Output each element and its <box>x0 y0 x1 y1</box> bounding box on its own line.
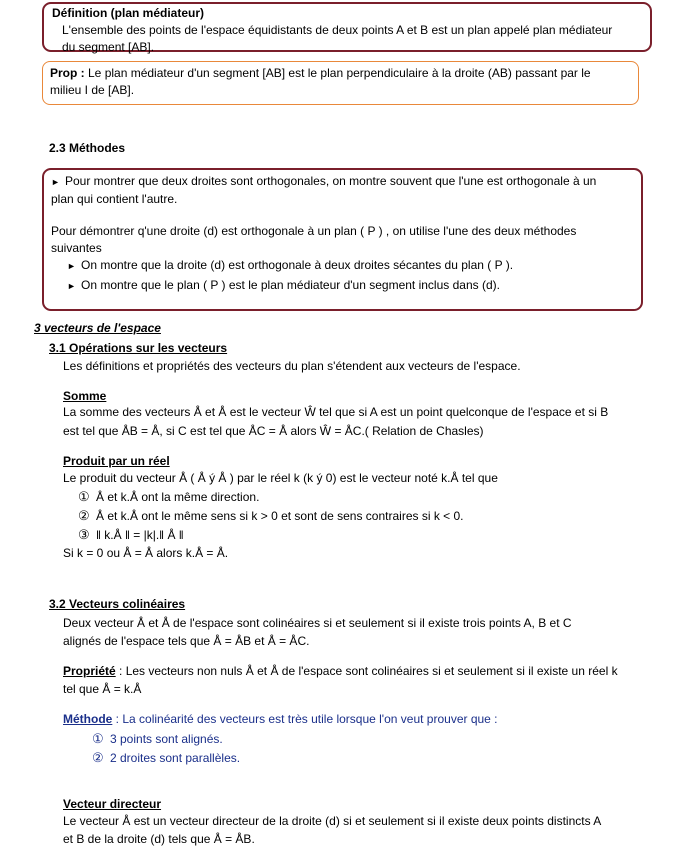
propriete-label: Propriété <box>63 664 116 678</box>
methods-line-2: plan qui contient l'autre. <box>51 192 178 206</box>
section-3-2-line-2: alignés de l'espace tels que Å = ÅB et Å = ÅC. <box>63 634 310 648</box>
methode-item-1: 3 points sont alignés. <box>110 732 223 746</box>
definition-text-1: L'ensemble des points de l'espace équidistants de deux points A et B est un plan appelé plan médiateur <box>62 23 613 37</box>
prop-label: Prop : <box>50 66 85 80</box>
vecteur-directeur-title: Vecteur directeur <box>63 797 162 811</box>
produit-item-1: Å et k.Å ont la même direction. <box>96 490 260 504</box>
section-3-heading: 3 vecteurs de l'espace <box>34 321 161 335</box>
methode-text: : La colinéarité des vecteurs est très utile lorsque l'on veut prouver que : <box>112 712 498 726</box>
propriete-text-1: : Les vecteurs non nuls Å et Å de l'espace sont colinéaires si et seulement si il existe un réel k <box>115 664 618 678</box>
methods-box <box>42 168 643 311</box>
definition-text-2: du segment [AB]. <box>62 40 155 54</box>
section-3-2-line-1: Deux vecteur Å et Å de l'espace sont colinéaires si et seulement si il existe trois points A, B et C <box>63 616 572 630</box>
somme-title: Somme <box>63 389 107 403</box>
somme-line-1: La somme des vecteurs Å et Å est le vecteur Ŵ tel que si A est un point quelconque de l'espace et si B <box>63 405 609 419</box>
circled-three-icon: ③ <box>78 527 90 542</box>
circled-two-icon: ② <box>78 508 90 523</box>
circled-two-icon: ② <box>92 750 104 765</box>
prop-box <box>42 61 639 105</box>
methods-item-2: On montre que le plan ( P ) est le plan médiateur d'un segment inclus dans (d). <box>81 278 500 292</box>
produit-item-2: Å et k.Å ont le même sens si k > 0 et sont de sens contraires si k < 0. <box>96 509 464 523</box>
section-3-1-intro: Les définitions et propriétés des vecteurs du plan s'étendent aux vecteurs de l'espace. <box>63 359 521 373</box>
prop-text-2: milieu I de [AB]. <box>50 83 135 97</box>
section-2-3-heading: 2.3 Méthodes <box>49 141 126 155</box>
produit-line-last: Si k = 0 ou Å = Å alors k.Å = Å. <box>63 546 229 560</box>
bullet-triangle-icon: ► <box>67 281 76 291</box>
produit-title: Produit par un réel <box>63 454 170 468</box>
methode-item-2: 2 droites sont parallèles. <box>110 751 241 765</box>
definition-box <box>42 2 652 52</box>
methods-line-4: suivantes <box>51 241 102 255</box>
section-3-2-heading: 3.2 Vecteurs colinéaires <box>49 597 186 611</box>
propriete-text-2: tel que Å = k.Å <box>63 682 142 696</box>
section-3-1-heading: 3.1 Opérations sur les vecteurs <box>49 341 228 355</box>
somme-line-2: est tel que ÅB = Å, si C est tel que ÅC = Å alors Ŵ = ÅC.( Relation de Chasles) <box>63 424 484 438</box>
methods-line-3: Pour démontrer q'une droite (d) est orthogonale à un plan ( P ) , on utilise l'une des deux méthodes <box>51 224 577 238</box>
circled-one-icon: ① <box>92 731 104 746</box>
methods-item-1: On montre que la droite (d) est orthogonale à deux droites sécantes du plan ( P ). <box>81 258 514 272</box>
methods-line-1: Pour montrer que deux droites sont orthogonales, on montre souvent que l'une est orthogonale à un <box>65 174 597 188</box>
definition-title: Définition (plan médiateur) <box>52 6 205 20</box>
methode-label: Méthode <box>63 712 113 726</box>
vecteur-directeur-line-2: et B de la droite (d) tels que Å = ÅB. <box>63 832 255 846</box>
bullet-triangle-icon: ► <box>67 261 76 271</box>
circled-one-icon: ① <box>78 489 90 504</box>
vecteur-directeur-line-1: Le vecteur Å est un vecteur directeur de la droite (d) si et seulement si il existe deux points distincts A <box>63 814 602 828</box>
prop-text-1: Le plan médiateur d'un segment [AB] est le plan perpendiculaire à la droite (AB) passant par le <box>84 66 591 80</box>
produit-item-3: ‖ k.Å ‖ = |k|.‖ Å ‖ <box>96 528 184 542</box>
bullet-triangle-icon: ► <box>51 177 60 187</box>
produit-line-1: Le produit du vecteur Å ( Å ý Å ) par le réel k (k ý 0) est le vecteur noté k.Å tel que <box>63 471 498 485</box>
